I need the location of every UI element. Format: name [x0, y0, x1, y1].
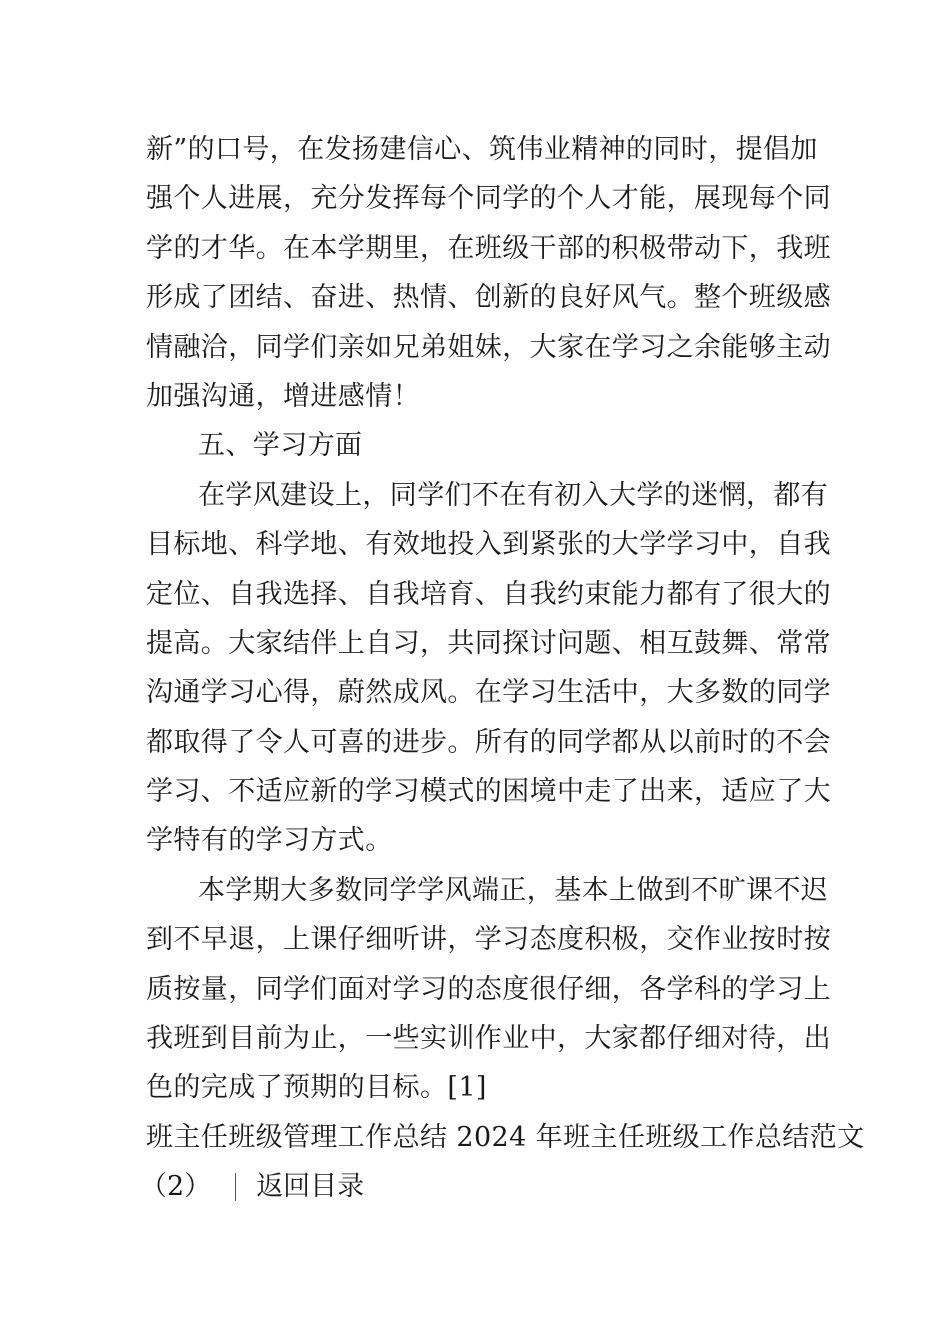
- text-line: 强个人进展，充分发挥每个同学的个人才能，展现每个同: [146, 183, 831, 215]
- text-line: 都取得了令人可喜的进步。所有的同学都从以前时的不会: [146, 726, 831, 758]
- paragraph-study-style: [146, 471, 831, 866]
- text-line: 情融洽，同学们亲如兄弟姐妹，大家在学习之余能够主动: [146, 331, 831, 363]
- text-line: 沟通学习心得，蔚然成风。在学习生活中，大多数的同学: [146, 677, 831, 709]
- text-line: 新”的口号，在发扬建信心、筑伟业精神的同时，提倡加: [146, 134, 818, 165]
- text-line: 我班到目前为止，一些实训作业中，大家都仔细对待，出: [146, 1023, 831, 1055]
- text-line: 本学期大多数同学学风端正，基本上做到不旷课不迟: [198, 874, 829, 906]
- text-line: 形成了团结、奋进、热情、创新的良好风气。整个班级感: [146, 282, 831, 314]
- text-line: 加强沟通，增进感情！: [146, 380, 420, 412]
- series-label: （2）: [140, 1171, 212, 1203]
- back-to-contents-link[interactable]: 返回目录: [256, 1171, 365, 1203]
- footer-title: 班主任班级管理工作总结 2024 年班主任班级工作总结范文: [146, 1121, 865, 1153]
- text-line: 到不早退，上课仔细听讲，学习态度积极，交作业按时按: [146, 924, 831, 956]
- paragraph-continued: [146, 125, 831, 421]
- text-line: 学特有的学习方式。: [146, 825, 393, 857]
- text-line: 目标地、科学地、有效地投入到紧张的大学学习中，自我: [146, 529, 831, 561]
- text-line: 提高。大家结伴上自习，共同探讨问题、相互鼓舞、常常: [146, 627, 831, 659]
- section-heading: 五、学习方面: [198, 430, 363, 462]
- text-line: 定位、自我选择、自我培育、自我约束能力都有了很大的: [146, 578, 831, 610]
- text-line: 色的完成了预期的目标。[1]: [146, 1072, 487, 1104]
- text-line: 学习、不适应新的学习模式的困境中走了出来，适应了大: [146, 776, 831, 808]
- text-line: 学的才华。在本学期里，在班级干部的积极带动下，我班: [146, 232, 831, 264]
- footer-nav: [140, 1162, 806, 1211]
- document-page: [140, 125, 865, 1212]
- separator: [235, 1173, 236, 1201]
- text-line: 质按量，同学们面对学习的态度很仔细，各学科的学习上: [146, 973, 831, 1005]
- text-line: 在学风建设上，同学们不在有初入大学的迷惘，都有: [198, 479, 829, 511]
- paragraph-attendance: [146, 866, 831, 1113]
